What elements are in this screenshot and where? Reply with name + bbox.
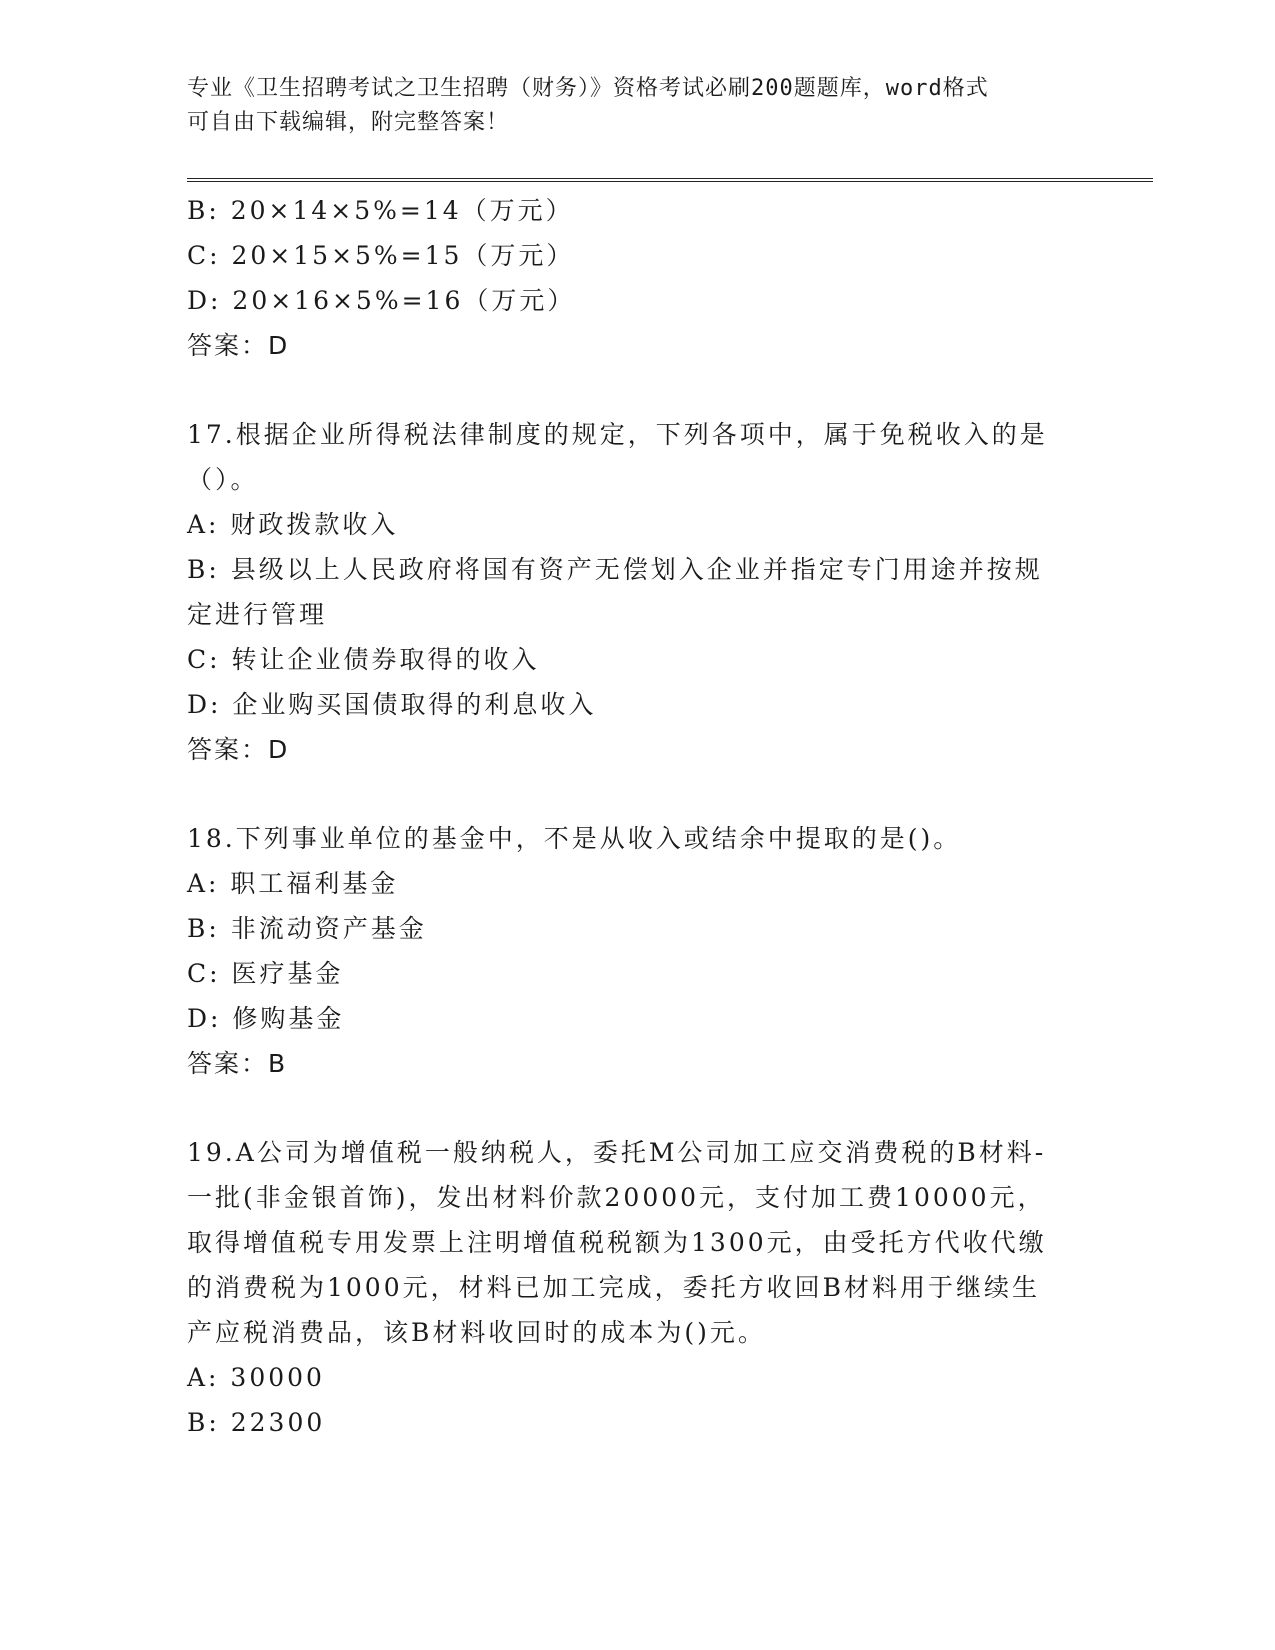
question-stem: 17.根据企业所得税法律制度的规定，下列各项中，属于免税收入的是 xyxy=(187,420,1048,449)
question-18 xyxy=(187,816,1087,1086)
question-stem: 取得增值税专用发票上注明增值税税额为1300元，由受托方代收代缴 xyxy=(187,1228,1047,1257)
header-line-1: 专业《卫生招聘考试之卫生招聘（财务）》资格考试必刷200题题库，word格式 xyxy=(187,76,989,101)
option-a: A: 30000 xyxy=(187,1363,325,1392)
option-b: B: 22300 xyxy=(187,1408,326,1437)
page-header xyxy=(187,72,1067,140)
question-stem: 19.A公司为增值税一般纳税人，委托M公司加工应交消费税的B材料- xyxy=(187,1138,1047,1167)
option-b-continued: 定进行管理 xyxy=(187,600,328,629)
option-d: D: 20×16×5%=16（万元） xyxy=(187,286,576,315)
option-d: D: 企业购买国债取得的利息收入 xyxy=(187,690,597,719)
previous-question-tail xyxy=(187,188,1087,368)
option-b: B: 县级以上人民政府将国有资产无偿划入企业并指定专门用途并按规 xyxy=(187,555,1043,584)
option-d: D: 修购基金 xyxy=(187,1004,345,1033)
option-c: C: 转让企业债券取得的收入 xyxy=(187,645,540,674)
answer-line: 答案：B xyxy=(187,1049,288,1078)
question-19 xyxy=(187,1130,1087,1445)
question-stem: 的消费税为1000元，材料已加工完成，委托方收回B材料用于继续生 xyxy=(187,1273,1040,1302)
header-divider xyxy=(187,178,1153,182)
option-c: C: 20×15×5%=15（万元） xyxy=(187,241,575,270)
option-b: B: 20×14×5%=14（万元） xyxy=(187,196,574,225)
header-line-2: 可自由下载编辑，附完整答案！ xyxy=(187,110,510,135)
option-a: A: 财政拨款收入 xyxy=(187,510,399,539)
answer-line: 答案：D xyxy=(187,735,290,764)
question-stem: 产应税消费品，该B材料收回时的成本为()元。 xyxy=(187,1318,766,1347)
question-stem: 一批(非金银首饰)，发出材料价款20000元，支付加工费10000元， xyxy=(187,1183,1046,1212)
answer-line: 答案：D xyxy=(187,331,290,360)
question-content xyxy=(187,188,1087,1445)
option-c: C: 医疗基金 xyxy=(187,959,344,988)
question-stem: 18.下列事业单位的基金中，不是从收入或结余中提取的是()。 xyxy=(187,824,962,853)
question-stem: （）。 xyxy=(187,465,259,494)
option-b: B: 非流动资产基金 xyxy=(187,914,427,943)
question-17 xyxy=(187,412,1087,772)
option-a: A: 职工福利基金 xyxy=(187,869,399,898)
